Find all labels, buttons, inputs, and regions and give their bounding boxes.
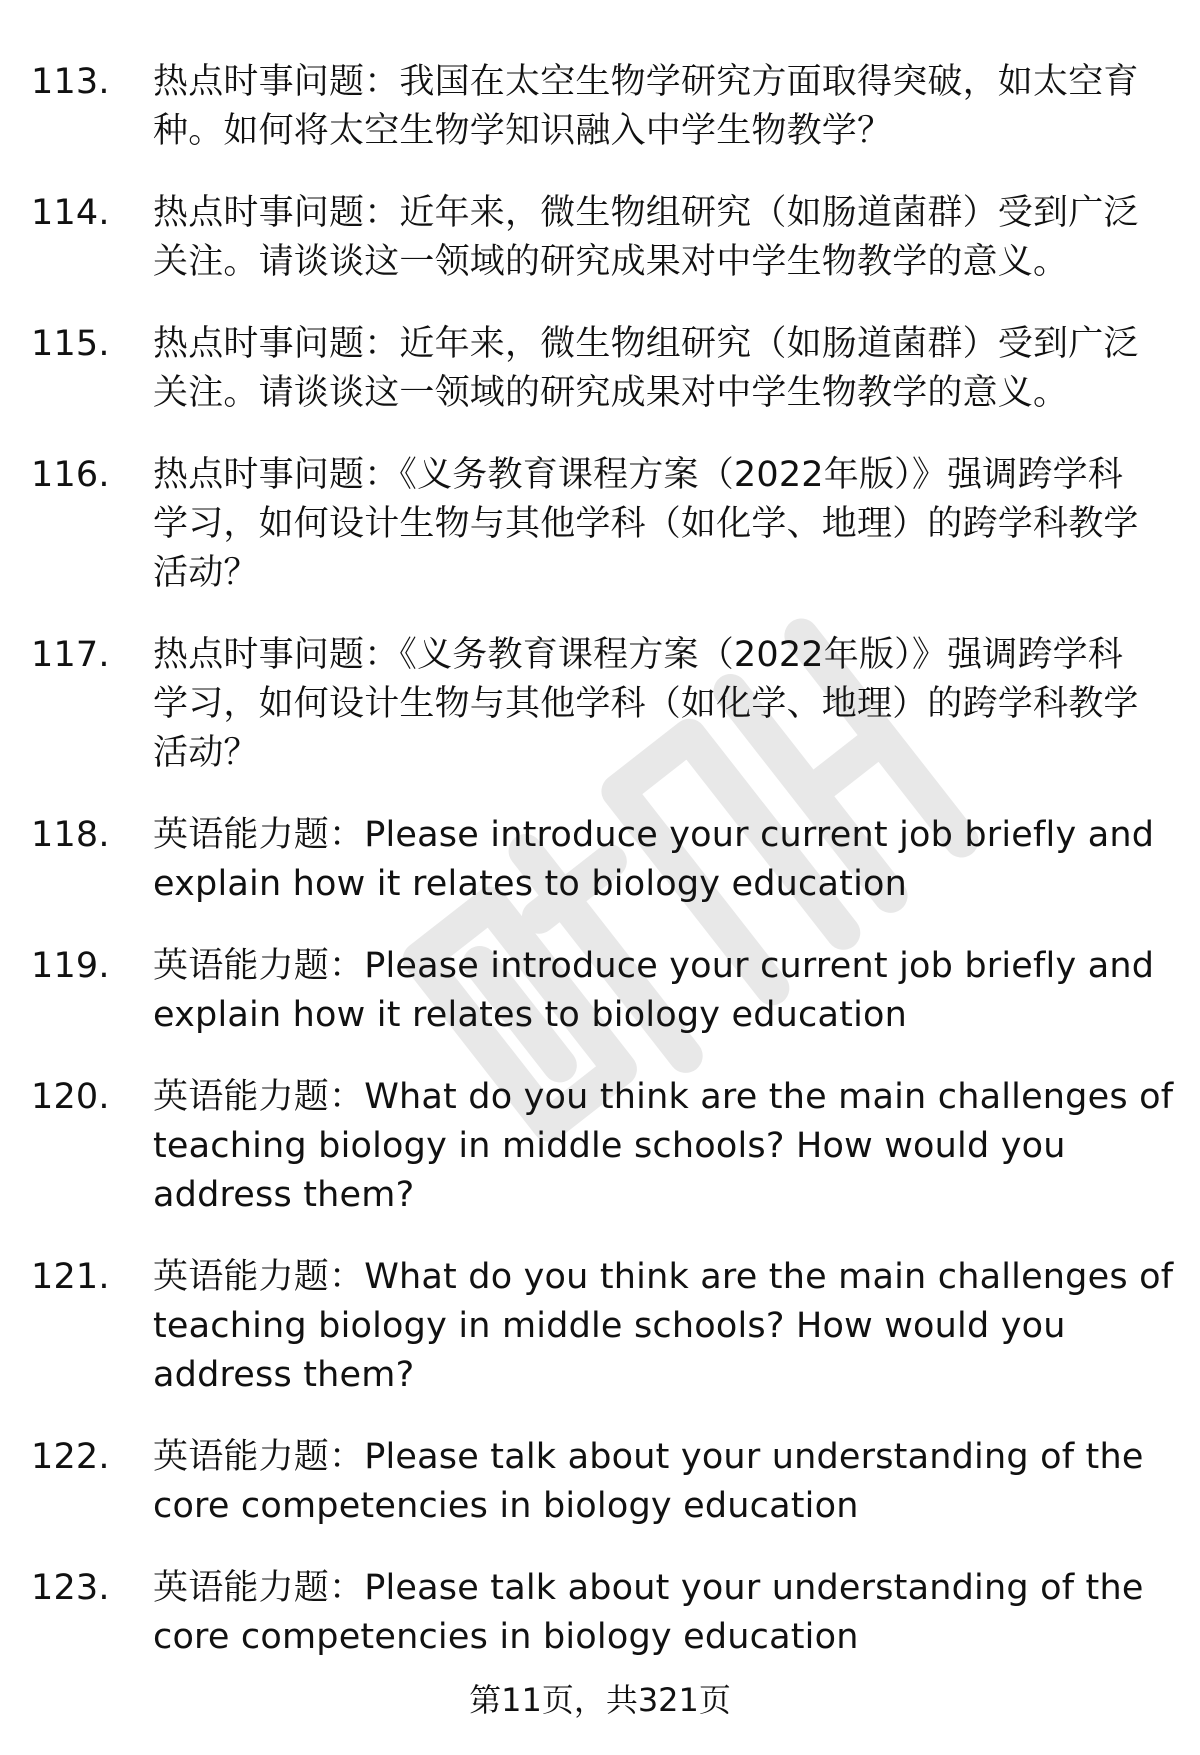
question-number: 121.	[31, 1257, 110, 1297]
question-text	[153, 1564, 1183, 1662]
question-text	[153, 189, 1183, 287]
question-text	[153, 58, 1183, 156]
question-line: 学习，如何设计生物与其他学科（如化学、地理）的跨学科教学	[153, 684, 1139, 724]
question-line: 活动？	[153, 733, 259, 773]
question-line: explain how it relates to biology education	[153, 864, 907, 904]
question-number: 117.	[31, 635, 110, 675]
question-line: 英语能力题：Please introduce your current job briefly and	[153, 946, 1155, 986]
question-line: 英语能力题：What do you think are the main challenges of	[153, 1077, 1174, 1117]
question-text	[153, 320, 1183, 418]
question-line: explain how it relates to biology education	[153, 995, 907, 1035]
question-text	[153, 811, 1183, 909]
question-item	[0, 320, 1200, 418]
question-line: 热点时事问题：《义务教育课程方案（2022年版）》强调跨学科	[153, 635, 1124, 675]
question-text	[153, 1433, 1183, 1531]
question-number: 118.	[31, 815, 110, 855]
question-line: 热点时事问题：《义务教育课程方案（2022年版）》强调跨学科	[153, 455, 1124, 495]
question-line: 种。如何将太空生物学知识融入中学生物教学？	[153, 111, 893, 151]
question-item	[0, 189, 1200, 287]
question-number: 113.	[31, 62, 110, 102]
question-text	[153, 942, 1183, 1040]
page-number-footer: 第11页，共321页	[469, 1681, 731, 1719]
question-line: address them?	[153, 1175, 415, 1215]
question-line: 关注。请谈谈这一领域的研究成果对中学生物教学的意义。	[153, 373, 1069, 413]
question-item	[0, 451, 1200, 598]
question-line: 热点时事问题：近年来，微生物组研究（如肠道菌群）受到广泛	[153, 193, 1139, 233]
question-text	[153, 631, 1183, 778]
question-item	[0, 1253, 1200, 1400]
question-item	[0, 1564, 1200, 1662]
question-line: core competencies in biology education	[153, 1486, 859, 1526]
question-number: 120.	[31, 1077, 110, 1117]
question-text	[153, 1073, 1183, 1220]
question-number: 122.	[31, 1437, 110, 1477]
question-item	[0, 1073, 1200, 1220]
question-number: 119.	[31, 946, 110, 986]
question-item	[0, 1433, 1200, 1531]
question-line: teaching biology in middle schools? How would you	[153, 1126, 1066, 1166]
question-line: 英语能力题：Please introduce your current job briefly and	[153, 815, 1155, 855]
question-number: 116.	[31, 455, 110, 495]
question-line: 活动？	[153, 553, 259, 593]
question-text	[153, 1253, 1183, 1400]
question-line: 热点时事问题：近年来，微生物组研究（如肠道菌群）受到广泛	[153, 324, 1139, 364]
question-text	[153, 451, 1183, 598]
question-line: 英语能力题：What do you think are the main challenges of	[153, 1257, 1174, 1297]
question-number: 123.	[31, 1568, 110, 1608]
question-line: teaching biology in middle schools? How would you	[153, 1306, 1066, 1346]
question-line: 关注。请谈谈这一领域的研究成果对中学生物教学的意义。	[153, 242, 1069, 282]
question-line: 英语能力题：Please talk about your understanding of the	[153, 1437, 1144, 1477]
question-item	[0, 811, 1200, 909]
question-list	[0, 58, 1200, 1662]
question-line: address them?	[153, 1355, 415, 1395]
question-item	[0, 58, 1200, 156]
question-line: 学习，如何设计生物与其他学科（如化学、地理）的跨学科教学	[153, 504, 1139, 544]
question-line: 英语能力题：Please talk about your understanding of the	[153, 1568, 1144, 1608]
question-line: 热点时事问题：我国在太空生物学研究方面取得突破，如太空育	[153, 62, 1139, 102]
question-number: 114.	[31, 193, 110, 233]
question-number: 115.	[31, 324, 110, 364]
question-item	[0, 942, 1200, 1040]
question-line: core competencies in biology education	[153, 1617, 859, 1657]
question-item	[0, 631, 1200, 778]
